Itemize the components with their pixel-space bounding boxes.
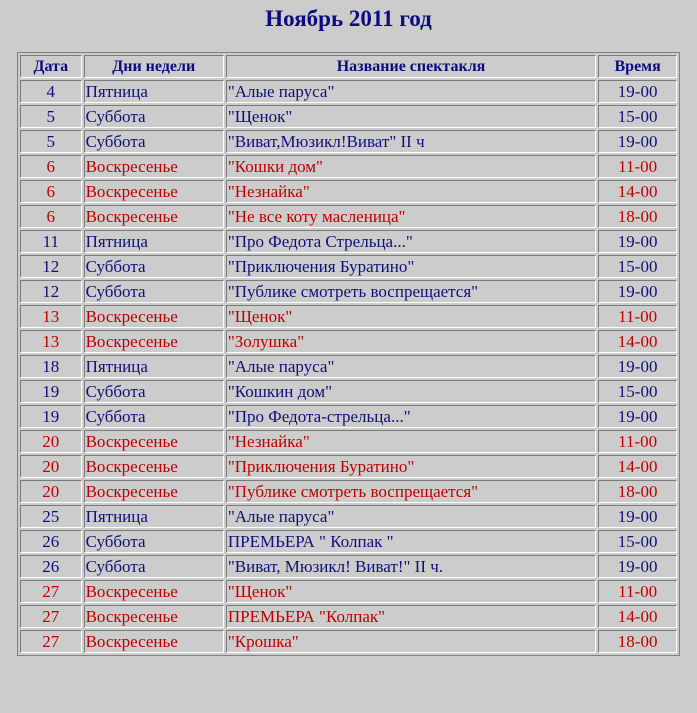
cell-date: 27 [20,580,82,603]
cell-date: 12 [20,255,82,278]
table-row [20,605,677,628]
cell-time: 14-00 [598,605,677,628]
cell-time: 19-00 [598,280,677,303]
table-row [20,405,677,428]
column-header-weekday: Дни недели [84,55,224,78]
table-row [20,230,677,253]
cell-time: 19-00 [598,230,677,253]
cell-date: 20 [20,480,82,503]
cell-date: 19 [20,405,82,428]
table-row [20,180,677,203]
cell-weekday: Пятница [84,355,224,378]
cell-title: "Приключения Буратино" [226,255,596,278]
cell-date: 13 [20,305,82,328]
cell-weekday: Пятница [84,505,224,528]
table-row [20,330,677,353]
cell-title: "Виват, Мюзикл! Виват!" II ч. [226,555,596,578]
table-row [20,280,677,303]
cell-date: 5 [20,105,82,128]
cell-title: "Приключения Буратино" [226,455,596,478]
cell-title: "Виват,Мюзикл!Виват" II ч [226,130,596,153]
cell-time: 11-00 [598,430,677,453]
cell-time: 19-00 [598,405,677,428]
cell-weekday: Воскресенье [84,205,224,228]
cell-time: 19-00 [598,555,677,578]
cell-weekday: Суббота [84,380,224,403]
cell-title: "Незнайка" [226,430,596,453]
cell-weekday: Воскресенье [84,180,224,203]
column-header-title: Название спектакля [226,55,596,78]
schedule-table [17,52,680,656]
cell-time: 19-00 [598,80,677,103]
cell-time: 15-00 [598,105,677,128]
cell-date: 20 [20,430,82,453]
cell-weekday: Воскресенье [84,430,224,453]
cell-date: 12 [20,280,82,303]
cell-date: 27 [20,605,82,628]
cell-weekday: Суббота [84,530,224,553]
cell-title: "Алые паруса" [226,355,596,378]
cell-weekday: Воскресенье [84,455,224,478]
cell-title: ПРЕМЬЕРА "Колпак" [226,605,596,628]
table-row [20,380,677,403]
table-row [20,530,677,553]
cell-weekday: Воскресенье [84,305,224,328]
column-header-time: Время [598,55,677,78]
cell-date: 6 [20,180,82,203]
table-row [20,255,677,278]
cell-time: 14-00 [598,455,677,478]
cell-title: "Золушка" [226,330,596,353]
cell-date: 20 [20,455,82,478]
cell-title: "Щенок" [226,105,596,128]
table-row [20,205,677,228]
cell-weekday: Суббота [84,280,224,303]
cell-date: 26 [20,555,82,578]
cell-title: "Незнайка" [226,180,596,203]
cell-date: 6 [20,155,82,178]
cell-weekday: Пятница [84,230,224,253]
cell-time: 19-00 [598,130,677,153]
table-row [20,355,677,378]
cell-weekday: Суббота [84,255,224,278]
cell-weekday: Воскресенье [84,605,224,628]
cell-date: 25 [20,505,82,528]
cell-date: 18 [20,355,82,378]
cell-date: 11 [20,230,82,253]
cell-weekday: Суббота [84,105,224,128]
cell-weekday: Воскресенье [84,155,224,178]
cell-time: 14-00 [598,330,677,353]
table-row [20,555,677,578]
cell-title: "Про Федота Стрельца..." [226,230,596,253]
cell-title: "Алые паруса" [226,505,596,528]
table-row [20,430,677,453]
cell-time: 18-00 [598,630,677,653]
cell-title: ПРЕМЬЕРА " Колпак " [226,530,596,553]
cell-time: 14-00 [598,180,677,203]
schedule-body [20,80,677,653]
cell-title: "Про Федота-стрельца..." [226,405,596,428]
cell-date: 6 [20,205,82,228]
cell-weekday: Воскресенье [84,580,224,603]
cell-time: 19-00 [598,505,677,528]
cell-date: 13 [20,330,82,353]
cell-title: "Кошкин дом" [226,380,596,403]
cell-date: 5 [20,130,82,153]
table-header-row [20,55,677,78]
column-header-date: Дата [20,55,82,78]
table-row [20,130,677,153]
cell-weekday: Суббота [84,555,224,578]
cell-weekday: Воскресенье [84,630,224,653]
cell-time: 15-00 [598,530,677,553]
table-row [20,580,677,603]
cell-time: 11-00 [598,305,677,328]
cell-title: "Публике смотреть воспрещается" [226,480,596,503]
cell-time: 11-00 [598,155,677,178]
cell-title: "Алые паруса" [226,80,596,103]
cell-title: "Щенок" [226,305,596,328]
cell-time: 11-00 [598,580,677,603]
table-row [20,630,677,653]
cell-time: 18-00 [598,480,677,503]
table-row [20,105,677,128]
cell-weekday: Суббота [84,130,224,153]
cell-title: "Крошка" [226,630,596,653]
cell-title: "Щенок" [226,580,596,603]
page-title: Ноябрь 2011 год [265,6,432,31]
table-row [20,480,677,503]
cell-time: 15-00 [598,255,677,278]
cell-date: 27 [20,630,82,653]
cell-weekday: Воскресенье [84,480,224,503]
table-row [20,455,677,478]
cell-time: 15-00 [598,380,677,403]
cell-time: 18-00 [598,205,677,228]
cell-date: 4 [20,80,82,103]
table-row [20,80,677,103]
table-row [20,305,677,328]
table-row [20,155,677,178]
cell-title: "Не все коту масленица" [226,205,596,228]
cell-title: "Публике смотреть воспрещается" [226,280,596,303]
cell-title: "Кошки дом" [226,155,596,178]
cell-weekday: Воскресенье [84,330,224,353]
table-row [20,505,677,528]
cell-date: 19 [20,380,82,403]
cell-time: 19-00 [598,355,677,378]
cell-weekday: Пятница [84,80,224,103]
cell-weekday: Суббота [84,405,224,428]
cell-date: 26 [20,530,82,553]
